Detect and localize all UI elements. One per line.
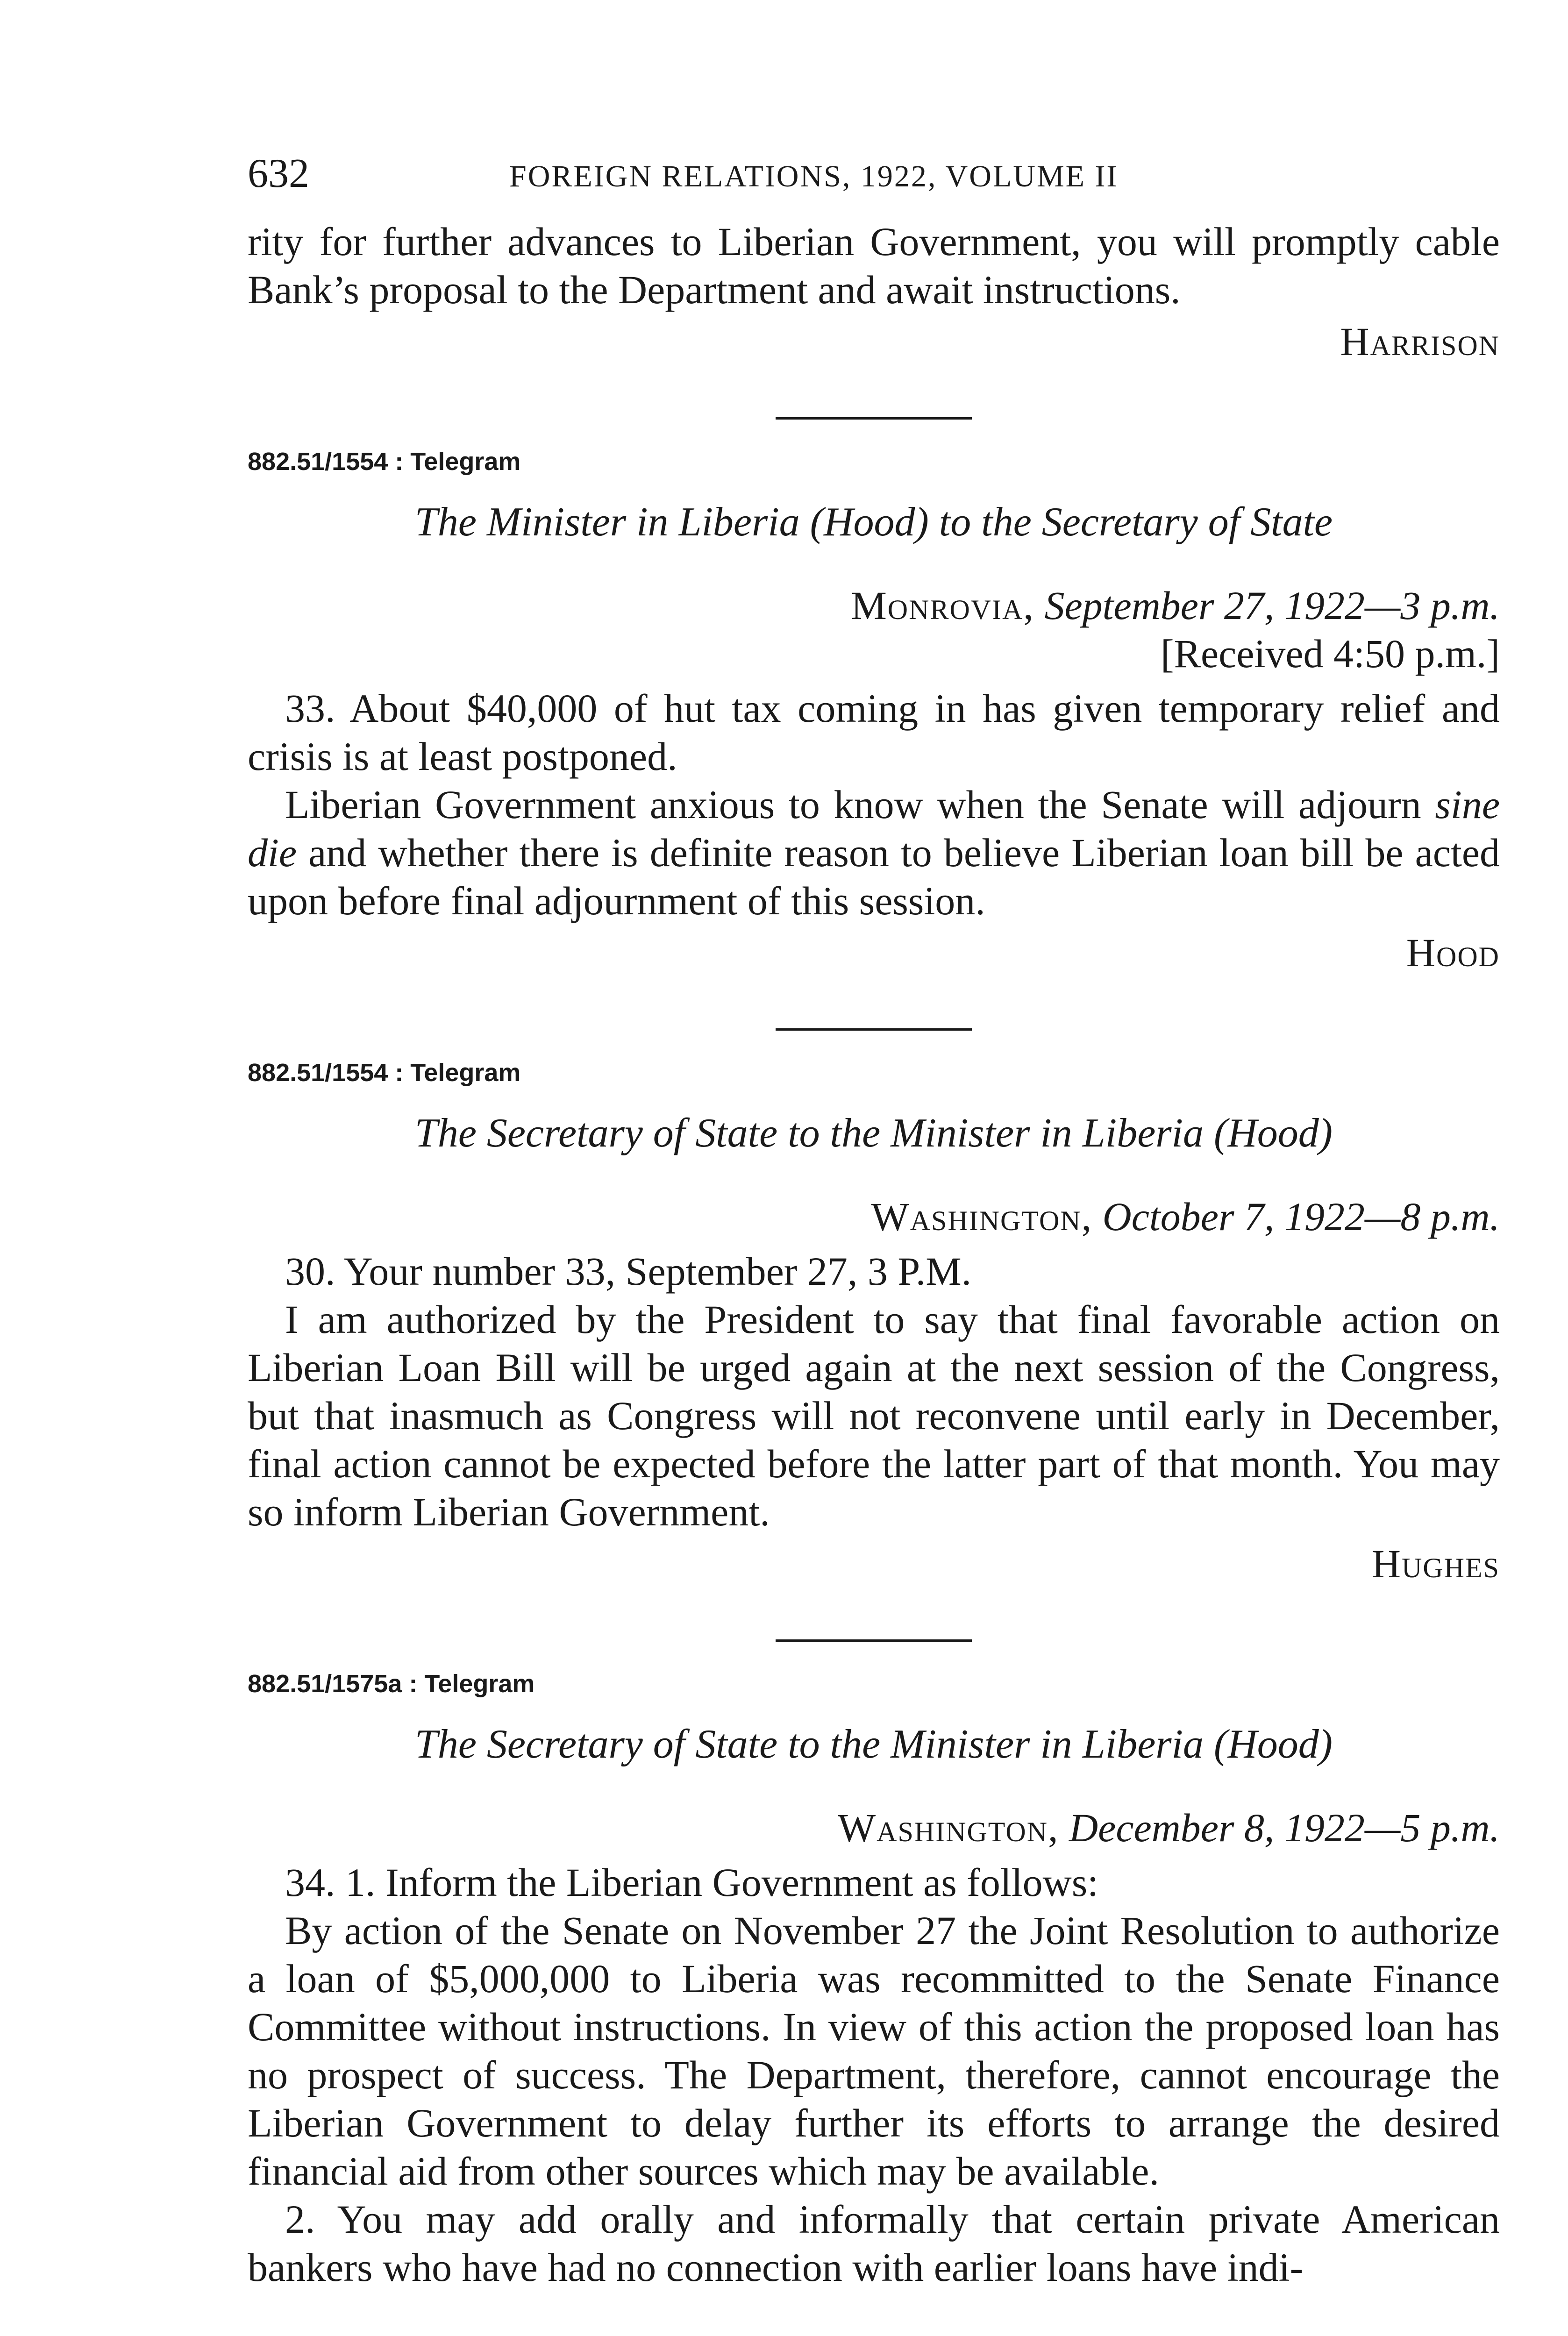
document-3 (248, 1667, 1500, 2292)
paragraph: By action of the Senate on November 27 the Joint Resolution to authorize a loan of $5,000,000 to Liberia was recommitted to the Senate Finance Committee without instructions. In view of this action the proposed loan has no prospect of success. The Department, therefore, cannot encourage the Liberian Government to delay further its efforts to arrange the desired financial aid from other sources which may be available. (248, 1908, 1500, 2194)
dateline-date: October 7, 1922—8 p.m. (1102, 1194, 1500, 1239)
paragraph: 2. You may add orally and informally that certain private American bankers who have had no connection with earlier loans have indi- (248, 2197, 1500, 2290)
paragraph-text: Liberian Government anxious to know when the Senate will adjourn (285, 782, 1421, 827)
document-title: The Minister in Liberia (Hood) to the Secretary of State (414, 499, 1333, 545)
dateline-date: December 8, 1922—5 p.m. (1069, 1805, 1500, 1850)
document-title: The Secretary of State to the Minister in Liberia (Hood) (414, 1111, 1333, 1156)
signature-harrison: Harrison (1340, 319, 1500, 364)
file-number: 882.51/1554 : Telegram (248, 448, 521, 476)
dateline-place: Monrovia, (851, 583, 1034, 628)
file-number: 882.51/1554 : Telegram (248, 1059, 521, 1087)
received-note: [Received 4:50 p.m.] (1160, 631, 1500, 676)
paragraph: I am authorized by the President to say that final favorable action on Liberian Loan Bill will be urged again at the next session of the Congress, but that inasmuch as Congress will not reconvene until early in December, final action cannot be expected before the latter part of that month. You may so inform Liberian Government. (248, 1297, 1500, 1534)
dateline (248, 1804, 1500, 1852)
dateline (248, 582, 1500, 630)
dateline (248, 1193, 1500, 1241)
signature-hughes: Hughes (1371, 1541, 1500, 1586)
paragraph-text: and whether there is definite reason to believe Liberian loan bill be acted upon before final adjournment of this session. (248, 830, 1500, 923)
latin-phrase: sine die (248, 782, 1500, 875)
signature-hood: Hood (1406, 930, 1500, 975)
dateline-place: Washington, (871, 1194, 1093, 1239)
section-divider (776, 1639, 972, 1642)
page-number: 632 (248, 151, 309, 196)
paragraph: 30. Your number 33, September 27, 3 P.M. (285, 1249, 972, 1294)
section-divider (776, 417, 972, 420)
document-2 (248, 1056, 1500, 1588)
paragraph: 34. 1. Inform the Liberian Government as follows: (285, 1860, 1099, 1905)
dateline-date: September 27, 1922—3 p.m. (1044, 583, 1500, 628)
section-divider (776, 1028, 972, 1031)
document-1 (248, 445, 1500, 977)
running-title: FOREIGN RELATIONS, 1922, VOLUME II (509, 159, 1119, 193)
document-page (248, 150, 1500, 2292)
document-title: The Secretary of State to the Minister in Liberia (Hood) (414, 1722, 1333, 1767)
continuation-paragraph: rity for further advances to Liberian Government, you will promptly cable Bank’s proposal to the Department and await instructions. (248, 219, 1500, 312)
paragraph: 33. About $40,000 of hut tax coming in has given temporary relief and crisis is at least postponed. (248, 686, 1500, 779)
running-head (248, 150, 1500, 201)
dateline-place: Washington, (837, 1805, 1059, 1850)
paragraph (248, 781, 1500, 925)
file-number: 882.51/1575a : Telegram (248, 1670, 535, 1698)
